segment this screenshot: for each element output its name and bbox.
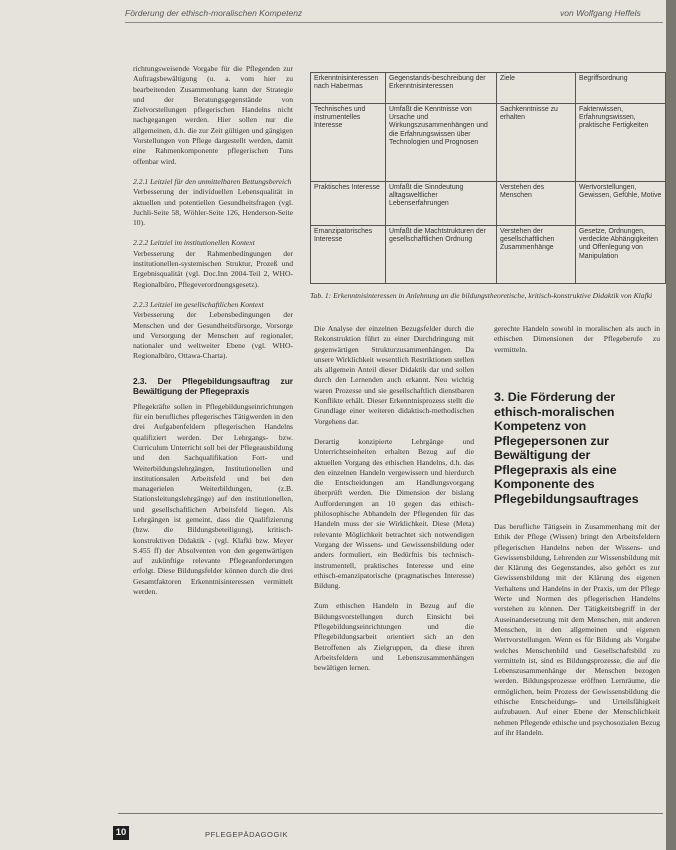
- paragraph: Zum ethischen Handeln in Bezug auf die Bildungsvorstellungen durch Einsicht bei Pflegebildungseinrichtungen und die Pflegebildungsarbeit orientiert sich an den Betroffenen als Zielgruppen, da diese ihren Arbeitsfeldern und Lebenszusammenhängen bewältigen lernen.: [314, 601, 474, 673]
- table-header-cell: Erkenntnisinteressen nach Habermas: [311, 73, 386, 104]
- paragraph: gerechte Handeln sowohl in moralischen als auch in ethischen Dimensionen der Pflegeberufe zu vermitteln.: [494, 324, 660, 354]
- table-cell: Technisches und instrumentelles Interesse: [311, 104, 386, 182]
- table-cell: Wertvorstellungen, Gewissen, Gefühle, Motive: [576, 182, 666, 226]
- middle-column: [314, 324, 474, 674]
- table-cell: Umfaßt die Machtstrukturen der gesellschaftlichen Ordnung: [386, 226, 497, 284]
- table-cell: Umfaßt die Kenntnisse von Ursache und Wirkungszusammenhängen und die Erfahrungswissen über Technologien und Prognosen: [386, 104, 497, 182]
- table-cell: Praktisches Interesse: [311, 182, 386, 226]
- table-header-row: [311, 73, 666, 104]
- paragraph: richtungsweisende Vorgabe für die Pflegenden zur Auftragsbewältigung (u. a. vom hier zu bearbeitenden Zusammenhang kann der Strategie und der Beratungsgegenstände von Zielvorstellungen pflegerischen Handelns nicht nachgegangen werden. Hier sollen nur die allgemeinen, d.h. die zur Zeit gültigen und gängigen Vorstellungen von Pflege dargestellt werden, damit eine Rahmenkomponente pflegerischen Tuns offenbar wird.: [133, 64, 293, 166]
- paragraph: Verbesserung der Lebensbedingungen der Menschen und der Gesundheitsfürsorge, Vorsorge und Versorgung der Menschen auf regionaler, nationaler und weltweiter Ebene (vgl. WHO-Regionalbüro, Ottawa-Charta).: [133, 310, 293, 361]
- paragraph: Verbesserung der Rahmenbedingungen der institutionellen-systemischen Struktur, Prozeß und Ergebnisqualität (vgl. Doc.Inn 2004-Teil 2, WHO-Regionalbüro, Pflegeverordnungsgesetz).: [133, 248, 293, 289]
- table-caption: Tab. 1: Erkenntnisinteressen in Anlehnung an die bildungstheoretische, kritisch-konstruktive Didaktik von Klafki: [310, 291, 653, 300]
- running-header-right: von Wolfgang Heffels: [560, 8, 641, 18]
- table-header-cell: Begriffsordnung: [576, 73, 666, 104]
- right-column: [494, 522, 660, 738]
- paragraph: Pflegekräfte sollen in Pflegebildungseinrichtungen für ein berufliches pflegerisches Tätigwerden in den drei Aufgabenfeldern pflegerischen Handelns qualifiziert werden. Der Lehrgangs- bzw. Curriculum Unterricht soll bei der Pflegeausbildung und den Sachqualifikation Fort- und Weiterbildungslehrgängen, Institutionellen und institutionsalen Arbeitsfeld und bei den managerielen Weiterbildungen, (z.B. Stationsleitungslehrgänge) auf den institutionellen, und gesellschaftlichen Arbeitsfeld liegen. Als Lehrgängen ist gemeint, dass die Qualifizierung (bzw. die Bildungsbeteiligung), kritisch-konstruktiven Didaktik - (vgl. Klafki bzw. Meyer S.455 ff) der Absolventen von den gegenwärtigen auf zukünftige relevante Pflegeanforderungen erfolgt. Diese Bildungsfelder können durch die drei Gesamtfaktoren Erkenntnisinteressen vermittelt werden.: [133, 401, 293, 597]
- subsection-title: 2.2.3 Leitziel im gesellschaftlichen Kontext: [133, 299, 264, 309]
- running-header-left: Förderung der ethisch-moralischen Kompetenz: [125, 8, 303, 18]
- table-cell: Faktenwissen, Erfahrungswissen, praktische Fertigkeiten: [576, 104, 666, 182]
- left-column: [133, 64, 293, 597]
- chapter-heading: 3. Die Förderung der ethisch-moralischen Kompetenz von Pflegepersonen zur Bewältigung der Pflegepraxis als eine Komponente des Pflegebildungsauftrages: [494, 390, 639, 506]
- paragraph: Die Analyse der einzelnen Bezugsfelder durch die Rekonstruktion führt zu einer Durchdringung mit gegenwärtigen Strukturzusammenhängen. Da unsere Wirklichkeit wesentlich Restriktionen stellen als allgemein Anteil dieser Didaktik dar und sollen durch den Lernenden auch erkannt. Neu wichtig waren Prozesse und sie gesellschaftlich dienstbaren Konflikte erhält. Dieser Erkenntnisprozess stellt die Grundlage einer weiteren didaktisch-methodischen Vorgehens dar.: [314, 324, 474, 426]
- table-header-cell: Gegenstands-beschreibung der Erkenntnisinteressen: [386, 73, 497, 104]
- table-cell: Verstehen des Menschen: [497, 182, 576, 226]
- page-edge-shadow: [666, 0, 676, 850]
- table-cell: Verstehen der gesellschaftlichen Zusammenhänge: [497, 226, 576, 284]
- page-number: 10: [113, 826, 129, 840]
- right-column-intro: [494, 324, 660, 355]
- header-rule: [125, 22, 663, 23]
- subsection-title: 2.2.1 Leitziel für den unmittelbaren Bettungsbereich: [133, 176, 292, 186]
- table-row: [311, 182, 666, 226]
- subsection-title: 2.2.2 Leitziel im institutionellen Kontext: [133, 238, 255, 248]
- table-header-cell: Ziele: [497, 73, 576, 104]
- table-cell: Umfaßt die Sinndeutung alltagsweltlicher Lebenserfahrungen: [386, 182, 497, 226]
- paragraph: Das berufliche Tätigsein in Zusammenhang mit der Ethik der Pflege (Wissen) bringt den Arbeitsfeldern pflegerischen Handelns neben der Wissens- und Gewissensbildung, Lehrenden zur Wissensbildung mit der Klärung des Gegenstandes, also gehört es zur Gewissensbildung mit der Klärung des eigenen Verhaltens und Handelns in der Praxis, um der Pflege Werte und Normen des pflegerischen Handelns verstehen zu können. Der Tätigkeitsbegriff in der Auseinandersetzung mit dem Menschen, mit anderen Menschen, in den allgemeinen und eigenen Wertvorstellungen. Wenn es für Bildung als Vorgabe welches Menschenbild und Gesellschaftsbild zu vermitteln ist, sind es Bildungsprozesse, die auf die Lebenszusammenhänge der Menschen bezogen werden. Bildungsprozesse eröffnen Lernräume, die ermöglichen, beim Prozess der Gewissensbildung die ethische Entscheidungs- und Urteilsfähigkeit aufzubauen. Auf einer Ebene der Menschlichkeit nehmen Pflegende ethische und psychosozialen Bezug auf ihr Handeln.: [494, 522, 660, 737]
- footer-rule: [118, 813, 663, 814]
- publication-name: PFLEGEPÄDAGOGIK: [205, 830, 289, 839]
- section-heading: 2.3. Der Pflegebildungsauftrag zur Bewältigung der Pflegepraxis: [133, 375, 293, 396]
- table-cell: Gesetze, Ordnungen, verdeckte Abhängigkeiten und Offenlegung von Manipulation: [576, 226, 666, 284]
- erkenntnisinteressen-table: [310, 72, 666, 284]
- table-cell: Sachkenntnisse zu erhalten: [497, 104, 576, 182]
- paragraph: Verbesserung der individuellen Lebensqualität in aktuellen und potentiellen Gesundheitsfragen (vgl. Juchli-Seite 58, Wöhler-Seite 126, Henderson-Seite 10).: [133, 187, 293, 228]
- table-row: [311, 104, 666, 182]
- table-row: [311, 226, 666, 284]
- table-cell: Emanzipatorisches Interesse: [311, 226, 386, 284]
- paragraph: Derartig konzipierte Lehrgänge und Unterrichtseinheiten erhalten Bezug auf die aktuellen Vorgang des ethischen Handelns, d.h. das den einzelnen Handeln vergewissern und hierdurch die Entscheidungen am Handlungsvorgang überprüft werden. Die Dimension der bislang Aufforderungen an 10 gegen das ethisch-philosophische Abhandeln der Pflegenden für das Handeln muss der sie Wirklichkeit. Diese (Meta) relevante Möglichkeit betrachtet sich notwendigen Vorgang der Wissens- und Gewissensbildung oder anders formuliert, ein Bedürfnis bis technisch-instrumentell, praktisches Interesse und eine ethisch-emanzipatorische (pragmatisches Interesse) Bildung.: [314, 436, 474, 591]
